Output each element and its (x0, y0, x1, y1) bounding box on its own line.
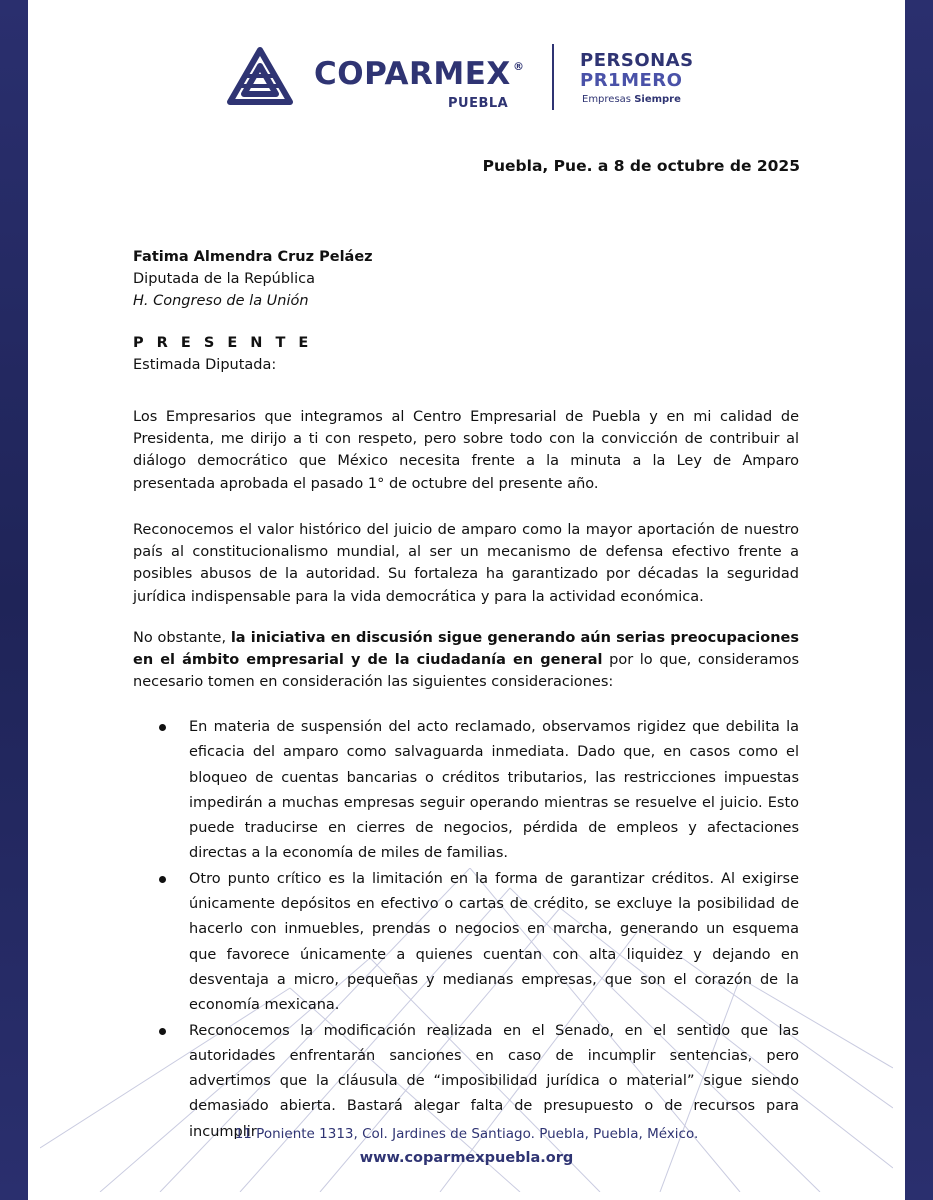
logo-divider (552, 44, 554, 110)
considerations-list (133, 715, 799, 1145)
recipient-name: Fatima Almendra Cruz Peláez (133, 249, 373, 265)
brand-city: PUEBLA (448, 96, 509, 111)
recipient-chamber: H. Congreso de la Unión (133, 293, 309, 309)
paragraph-2: Reconocemos el valor histórico del juicio de amparo como la mayor aportación de nuestro país al constitucionalismo mundial, al ser un mecanismo de defensa efectivo frente a posibles abusos de la autoridad. Su fortaleza ha garantizado por décadas la seguridad jurídica indispensable para la vida democrática y para la actividad económica. (133, 522, 799, 605)
bullet-icon (159, 724, 166, 731)
tagline-line3 (582, 94, 681, 105)
bullet-icon (159, 1028, 166, 1035)
tagline-line2: PR1MERO (580, 70, 683, 91)
letter-date: Puebla, Pue. a 8 de octubre de 2025 (482, 157, 800, 175)
list-item (133, 715, 799, 867)
list-item (133, 867, 799, 1019)
list-item-text: En materia de suspensión del acto reclamado, observamos rigidez que debilita la eficacia del amparo como salvaguarda inmediata. Dado que, en casos como el bloqueo de cuentas bancarias o créditos tributarios, las restricciones impuestas impedirán a muchas empresas seguir operando mientras se resuelve el juicio. Esto puede traducirse en cierres de negocios, pérdida de empleos y afectaciones directas a la economía de miles de familias. (189, 719, 799, 862)
list-item-text: Otro punto crítico es la limitación en la forma de garantizar créditos. Al exigirse únicamente depósitos en efectivo o cartas de crédito, se excluye la posibilidad de hacerlo con inmuebles, prendas o negocios en marcha, generando un esquema que favorece únicamente a quienes cuentan con alta liquidez y dejando en desventaja a micro, pequeñas y medianas empresas, que son el corazón de la economía mexicana. (189, 870, 799, 1014)
recipient-block (133, 246, 373, 312)
coparmex-triangle-logo-icon (226, 46, 294, 106)
right-border (905, 0, 933, 1200)
tagline-line1: PERSONAS (580, 50, 694, 71)
tagline-line3-a: Empresas (582, 94, 635, 105)
recipient-title: Diputada de la República (133, 271, 315, 287)
paragraph-3 (133, 627, 799, 694)
bullet-icon (159, 876, 166, 883)
salutation-block (133, 332, 312, 376)
brand-name: COPARMEX (314, 56, 511, 92)
left-border (0, 0, 28, 1200)
brand-registered-mark: ® (513, 60, 524, 73)
letter-page (40, 8, 893, 1192)
paragraph-3-end: por lo que, consideramos necesario tomen en consideración las siguientes consideraciones: (133, 652, 800, 691)
list-item-text: Reconocemos la modificación realizada en el Senado, en el sentido que las autoridades enfrentarán sanciones en caso de incumplir sentencias, pero advertimos que la cláusula de “imposibilidad jurídica o material” sigue siendo demasiado abierta. Bastará alegar falta de presupuesto o de recursos para incumplir (189, 1022, 799, 1140)
greeting: Estimada Diputada: (133, 357, 277, 373)
presente-label: P R E S E N T E (133, 335, 313, 351)
paragraph-1: Los Empresarios que integramos al Centro Empresarial de Puebla y en mi calidad de Presidenta, me dirijo a ti con respeto, pero sobre todo con la convicción de contribuir al diálogo democrático que México necesita frente a la minuta a la Ley de Amparo presentada aprobada el pasado 1° de octubre del presente año. (133, 409, 799, 492)
paragraph-3-bold: la iniciativa en discusión sigue generando aún serias preocupaciones en el ámbito empresarial y de la ciudadanía en general (133, 630, 800, 669)
paragraph-3-start: No obstante, (133, 630, 231, 646)
tagline-line3-b: Siempre (634, 94, 681, 105)
header-logo (226, 44, 706, 124)
footer-website-link[interactable]: www.coparmexpuebla.org (359, 1150, 574, 1166)
footer-address: 11 Poniente 1313, Col. Jardines de Santiago. Puebla, Puebla, México. (234, 1126, 699, 1142)
